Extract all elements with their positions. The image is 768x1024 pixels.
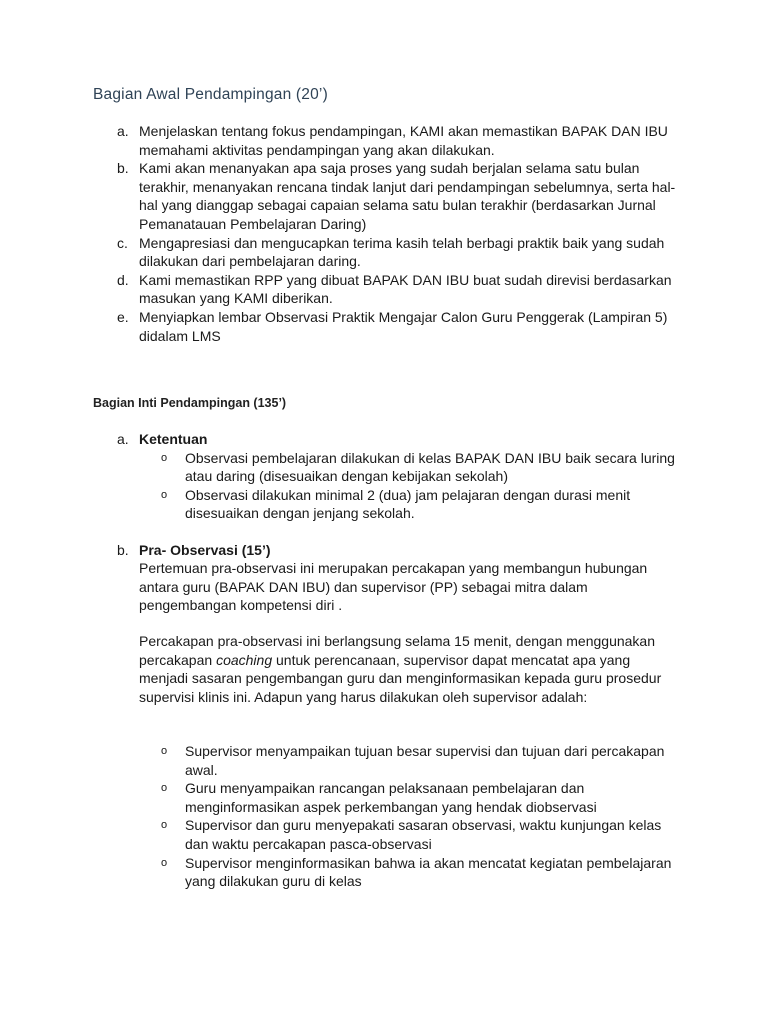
list-marker: e.	[117, 308, 129, 325]
list-item-text: Mengapresiasi dan mengucapkan terima kasih telah berbagi praktik baik yang sudah dilakukan dari pembelajaran daring.	[139, 234, 665, 270]
pra-observasi-list	[93, 541, 683, 560]
list-marker: a.	[117, 123, 129, 139]
list-item	[93, 234, 683, 271]
bullet-marker: o	[161, 856, 168, 869]
bullet-marker: o	[161, 819, 168, 832]
ketentuan-list	[93, 430, 683, 523]
list-item-text: Menyiapkan lembar Observasi Praktik Mengajar Calon Guru Penggerak (Lampiran 5) didalam LMS	[139, 308, 668, 344]
pra-observasi-paragraph-2	[139, 632, 679, 706]
list-item-text: Kami akan menanyakan apa saja proses yang sudah berjalan selama satu bulan terakhir, menanyakan rencana tindak lanjut dari pendampingan sebelumnya, serta hal-hal yang dianggap sebagai capaian selama satu bulan terakhir (berdasarkan Jurnal Pemanatauan Pembelajaran Daring)	[139, 160, 676, 232]
pra-observasi-title: Pra- Observasi (15’)	[139, 542, 271, 558]
list-item	[93, 308, 683, 345]
bullet-item	[93, 854, 683, 891]
ketentuan-title: Ketentuan	[139, 431, 208, 447]
bullet-text: Observasi dilakukan minimal 2 (dua) jam pelajaran dengan durasi menit disesuaikan dengan jenjang sekolah.	[185, 486, 631, 522]
bullet-marker: o	[161, 451, 168, 464]
section2-heading: Bagian Inti Pendampingan (135’)	[93, 396, 287, 410]
bullet-item	[93, 816, 683, 853]
bullet-item	[93, 779, 683, 816]
pra-observasi-paragraph-1: Pertemuan pra-observasi ini merupakan percakapan yang membangun hubungan antara guru (BAPAK DAN IBU) dan supervisor (PP) sebagai mitra dalam pengembangan kompetensi diri .	[139, 560, 648, 614]
bullet-item	[139, 486, 683, 523]
bullet-text: Supervisor dan guru menyepakati sasaran observasi, waktu kunjungan kelas dan waktu percakapan pasca-observasi	[185, 817, 662, 852]
section1-list	[93, 122, 683, 345]
list-marker: b.	[117, 542, 129, 558]
list-marker: b.	[117, 160, 129, 177]
section1-heading: Bagian Awal Pendampingan (20’)	[93, 86, 328, 103]
paragraph-italic-text: coaching	[216, 651, 273, 668]
bullet-marker: o	[161, 488, 168, 501]
bullet-text: Supervisor menyampaikan tujuan besar supervisi dan tujuan dari percakapan awal.	[185, 743, 665, 778]
paragraph-text: untuk perencanaan, supervisor dapat mencatat apa yang menjadi sasaran pengembangan guru dan menginformasikan kepada guru prosedur supervisi klinis ini. Adapun yang harus dilakukan oleh supervisor adalah:	[139, 651, 662, 705]
list-marker: d.	[117, 271, 129, 288]
list-marker: a.	[117, 431, 129, 447]
list-item	[93, 271, 683, 308]
bullet-text: Supervisor menginformasikan bahwa ia akan mencatat kegiatan pembelajaran yang dilakukan guru di kelas	[185, 854, 672, 890]
list-item	[93, 430, 683, 523]
list-item-text: Kami memastikan RPP yang dibuat BAPAK DAN IBU buat sudah direvisi berdasarkan masukan yang KAMI diberikan.	[139, 271, 672, 307]
bullet-marker: o	[161, 782, 168, 795]
list-item-text: Menjelaskan tentang fokus pendampingan, KAMI akan memastikan BAPAK DAN IBU memahami aktivitas pendampingan yang akan dilakukan.	[139, 123, 668, 158]
list-item	[93, 541, 683, 560]
bullet-text: Guru menyampaikan rancangan pelaksanaan pembelajaran dan menginformasikan aspek perkembangan yang hendak diobservasi	[185, 780, 597, 815]
list-marker: c.	[117, 234, 128, 251]
bullet-item	[93, 742, 683, 779]
bullet-text: Observasi pembelajaran dilakukan di kelas BAPAK DAN IBU baik secara luring atau daring (disesuaikan dengan kebijakan sekolah)	[185, 449, 675, 485]
paragraph-text: Percakapan pra-observasi ini berlangsung selama 15 menit, dengan menggunakan percakapan	[139, 633, 655, 668]
bullet-marker: o	[161, 745, 168, 757]
ketentuan-bullets	[139, 449, 683, 523]
bullet-item	[139, 449, 683, 486]
supervisor-bullets	[93, 742, 683, 891]
list-item	[93, 159, 683, 233]
list-item	[93, 122, 683, 159]
